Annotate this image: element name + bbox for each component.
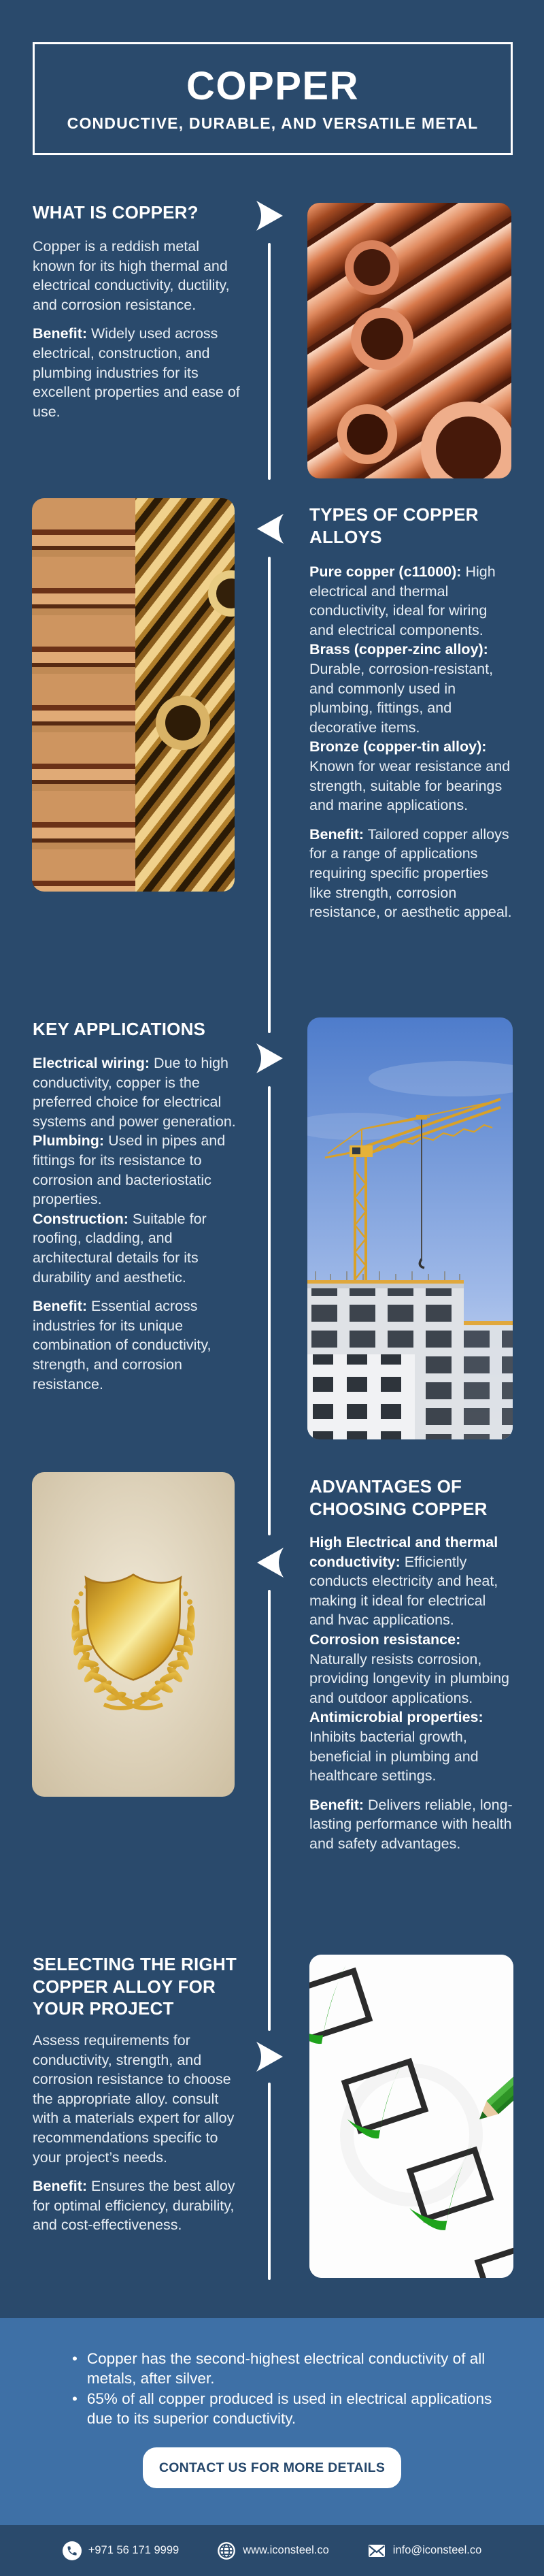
arrow-left-icon xyxy=(256,1546,287,1580)
email-contact[interactable] xyxy=(367,2541,482,2560)
timeline-line-segment-4 xyxy=(268,1590,271,2031)
paragraph: Assess requirements for conductivity, strength, and corrosion resistance to choose the appropriate alloy. consult with a materials expert for alloy recommendations specific to your project’s needs. xyxy=(33,2032,235,2166)
phone-number: +971 56 171 9999 xyxy=(88,2544,180,2556)
advantage-item: Antimicrobial properties: Inhibits bacterial growth, beneficial in plumbing and healthcare settings. xyxy=(309,1709,483,1784)
arrow-right-icon xyxy=(253,1041,284,1075)
application-item: Electrical wiring: Due to high conductivity, copper is the preferred choice for electrical systems and power generation. xyxy=(33,1055,236,1130)
copper-sheets-and-tubes-image xyxy=(32,498,235,892)
alloy-item: Bronze (copper-tin alloy): Known for wear resistance and strength, suitable for bearings and marine applications. xyxy=(309,738,511,814)
arrow-right-icon xyxy=(253,199,284,233)
fact-item: • Copper has the second-highest electrical conductivity of all metals, after silver. xyxy=(72,2349,500,2388)
phone-contact[interactable] xyxy=(63,2541,180,2560)
advantage-item: High Electrical and thermal conductivity: Efficiently conducts electricity and heat, making it ideal for electrical and hvac applications. xyxy=(309,1534,498,1629)
timeline-line-segment-1 xyxy=(268,243,271,480)
arrow-right-icon xyxy=(253,2040,284,2074)
section-body-advantages xyxy=(309,1533,513,1854)
advantage-item: Corrosion resistance: Naturally resists corrosion, providing longevity in plumbing and outdoor applications. xyxy=(309,1631,510,1706)
application-item: Construction: Suitable for roofing, cladding, and architectural details for its durability and aesthetic. xyxy=(33,1210,207,1286)
alloy-item: Brass (copper-zinc alloy): Durable, corrosion-resistant, and commonly used in plumbing, fittings, and decorative items. xyxy=(309,641,494,736)
paragraph: Copper is a reddish metal known for its high thermal and electrical conductivity, ductility, and corrosion resistance. xyxy=(33,238,230,313)
section-heading-what-is-copper: WHAT IS COPPER? xyxy=(33,202,199,223)
gold-shield-laurel-image xyxy=(32,1472,235,1797)
benefit-paragraph: Benefit: Ensures the best alloy for optimal efficiency, durability, and cost-effectiveness. xyxy=(33,2178,235,2234)
benefit-paragraph: Benefit: Delivers reliable, long-lasting performance with health and safety advantages. xyxy=(309,1796,513,1852)
section-heading-advantages: ADVANTAGES OF CHOOSING COPPER xyxy=(309,1476,488,1519)
page-title: COPPER xyxy=(186,63,359,108)
globe-icon xyxy=(217,2541,236,2560)
section-heading-types-of-alloys: TYPES OF COPPER ALLOYS xyxy=(309,504,479,547)
bullet-dot: • xyxy=(72,2350,78,2367)
timeline-line-segment-2 xyxy=(268,557,271,1033)
benefit-paragraph: Benefit: Widely used across electrical, construction, and plumbing industries for its excellent properties and ease of use. xyxy=(33,325,240,420)
section-body-types-of-alloys xyxy=(309,562,513,922)
contact-bar xyxy=(0,2525,544,2576)
copper-pipes-image xyxy=(307,203,511,478)
construction-crane-image xyxy=(307,1017,513,1439)
timeline-line-segment-5 xyxy=(268,2083,271,2280)
arrow-left-icon xyxy=(256,512,287,546)
phone-icon xyxy=(63,2541,82,2560)
email-address: info@iconsteel.co xyxy=(392,2544,482,2556)
checklist-pencil-image xyxy=(309,1955,513,2278)
footer-facts-panel xyxy=(0,2318,544,2525)
website-contact[interactable] xyxy=(217,2541,329,2560)
section-body-selecting-alloy xyxy=(33,2031,243,2235)
facts-list xyxy=(72,2349,500,2430)
website-url: www.iconsteel.co xyxy=(243,2544,329,2556)
fact-item: • 65% of all copper produced is used in electrical applications due to its superior conductivity. xyxy=(72,2390,500,2428)
benefit-paragraph: Benefit: Tailored copper alloys for a range of applications requiring specific properties like strength, corrosion resistance, or aesthetic appeal. xyxy=(309,826,512,921)
section-body-key-applications xyxy=(33,1054,240,1394)
section-heading-key-applications: KEY APPLICATIONS xyxy=(33,1019,206,1039)
hero-title-box xyxy=(33,42,513,155)
contact-us-button[interactable]: CONTACT US FOR MORE DETAILS xyxy=(143,2447,401,2488)
bullet-dot: • xyxy=(72,2390,78,2408)
page-subtitle: CONDUCTIVE, DURABLE, AND VERSATILE METAL xyxy=(67,114,479,132)
timeline-line-segment-3 xyxy=(268,1086,271,1535)
section-heading-selecting-alloy: SELECTING THE RIGHT COPPER ALLOY FOR YOUR PROJECT xyxy=(33,1954,237,2019)
benefit-paragraph: Benefit: Essential across industries for its unique combination of conductivity, strength, and corrosion resistance. xyxy=(33,1298,211,1392)
application-item: Plumbing: Used in pipes and fittings for its resistance to corrosion and bacteriostatic properties. xyxy=(33,1132,226,1208)
mail-icon xyxy=(367,2541,386,2560)
section-body-what-is-copper xyxy=(33,237,240,421)
alloy-item: Pure copper (c11000): High electrical and thermal conductivity, ideal for wiring and electrical components. xyxy=(309,564,496,638)
